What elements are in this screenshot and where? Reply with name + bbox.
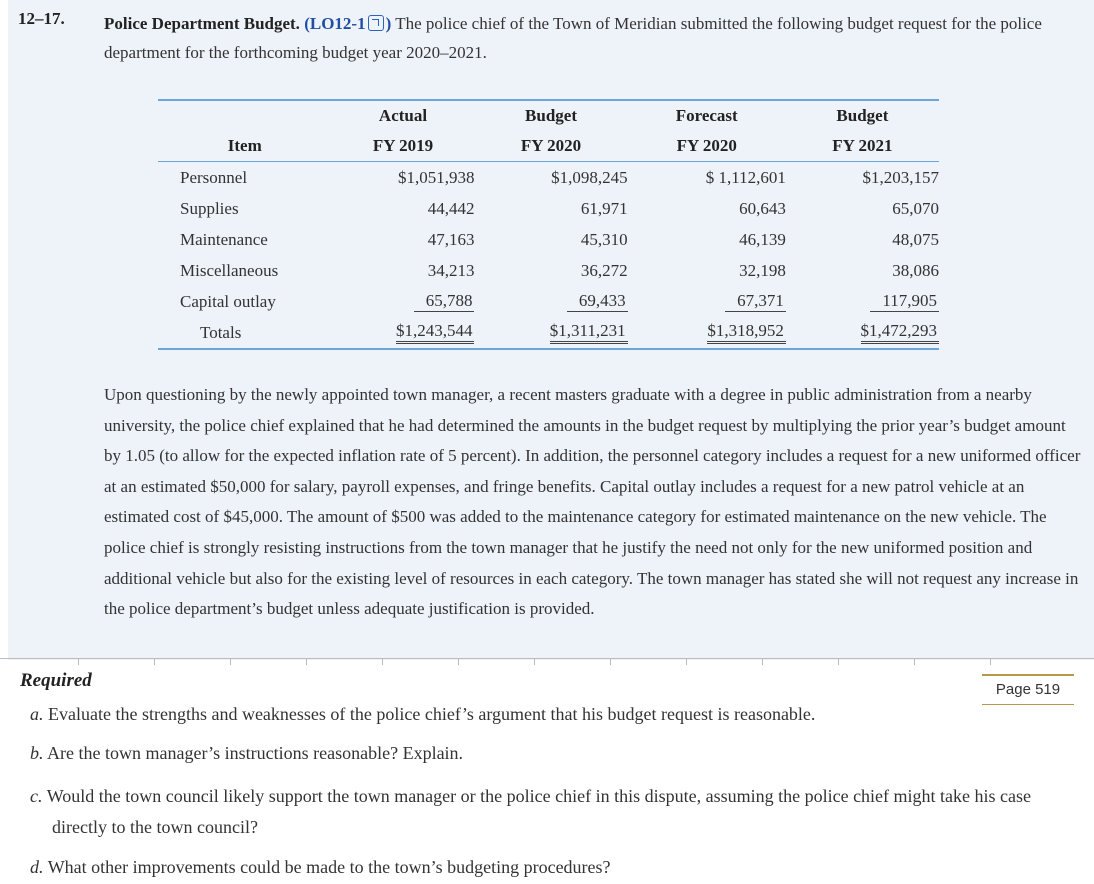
lo-close: ) (385, 14, 392, 33)
table-row (158, 224, 939, 255)
totals-row (158, 317, 939, 349)
requirement-c (30, 781, 1082, 843)
cell: 47,163 (427, 229, 475, 249)
header-top-forecast: Forecast (675, 106, 738, 125)
requirement-d (30, 852, 1080, 883)
requirement-b (30, 738, 1080, 769)
cell: 46,139 (739, 229, 786, 249)
row-item: Supplies (180, 198, 239, 218)
cell: 44,442 (427, 198, 475, 218)
header-top-actual: Actual (378, 106, 428, 125)
cell: 38,086 (892, 260, 939, 280)
header-top-item (158, 100, 332, 131)
requirement-letter: d. (30, 857, 44, 877)
row-item: Miscellaneous (180, 260, 279, 280)
cell: $ 1,112,601 (705, 167, 786, 187)
header-fy2019: FY 2019 (332, 131, 475, 162)
cell: $1,098,245 (551, 167, 628, 187)
cell: 48,075 (892, 229, 939, 249)
cell: 60,643 (739, 198, 786, 218)
header-fy2021: FY 2021 (786, 131, 939, 162)
requirement-text: Are the town manager’s instructions reasonable? Explain. (47, 743, 464, 763)
table-row (158, 255, 939, 286)
requirement-letter: b. (30, 743, 44, 763)
total-cell: $1,243,544 (396, 321, 475, 344)
cell: 69,433 (567, 291, 628, 312)
scenario-paragraph: Upon questioning by the newly appointed town manager, a recent masters graduate with a degree in public administration from a nearby university, the police chief explained that he had determined the amounts in the budget request by multiplying the prior year’s budget amount by 1.05 (to allow for the expected inflation rate of 5 percent). In addition, the personnel category includes a request for a new uniformed officer at an estimated $50,000 for salary, payroll expenses, and fringe benefits. Capital outlay includes a request for a new patrol vehicle at an estimated cost of $45,000. The amount of $500 was added to the maintenance category for estimated maintenance on the new vehicle. The police chief is strongly resisting instructions from the town manager that he justify the need not only for the new uniformed position and additional vehicle but also for the existing level of resources in each category. The town manager has stated she will not request any increase in the police department’s budget unless adequate justification is provided. (104, 385, 1081, 619)
cell: 45,310 (580, 229, 628, 249)
cell: $1,051,938 (397, 167, 475, 187)
requirement-a (30, 699, 980, 730)
total-cell: $1,472,293 (861, 321, 940, 344)
cell: 65,788 (414, 291, 475, 312)
totals-label: Totals (200, 322, 242, 342)
cell: $1,203,157 (862, 167, 939, 187)
lo-link[interactable]: LO12-1 (309, 14, 366, 33)
total-cell: $1,318,952 (707, 321, 786, 344)
requirement-letter: c. (30, 786, 43, 806)
row-item: Personnel (180, 167, 248, 187)
requirement-text: Would the town council likely support the town manager or the police chief in this dispute, assuming the police chief might take his case directly to the town council? (46, 786, 1032, 837)
row-item: Maintenance (180, 229, 268, 249)
cell: 65,070 (892, 198, 939, 218)
external-link-icon[interactable] (368, 15, 384, 31)
requirement-letter: a. (30, 704, 44, 724)
problem-intro-block (104, 9, 1084, 67)
header-item: Item (158, 131, 332, 162)
page-number-label: Page 519 (982, 674, 1074, 705)
cell: 67,371 (725, 291, 786, 312)
requirement-text: What other improvements could be made to the town’s budgeting procedures? (47, 857, 611, 877)
table-row (158, 162, 939, 194)
header-top-budget-2021: Budget (836, 106, 889, 125)
row-item: Capital outlay (180, 291, 276, 311)
problem-title: Police Department Budget. (104, 14, 300, 33)
problem-number: 12–17. (18, 9, 65, 28)
cell: 61,971 (580, 198, 628, 218)
cell: 32,198 (739, 260, 786, 280)
header-fy2020-forecast: FY 2020 (628, 131, 786, 162)
lo-open: ( (304, 14, 310, 33)
problem-intro: The police chief of the Town of Meridian submitted the following budget request for the police department for the forthcoming budget year 2020–2021. (104, 14, 1042, 62)
required-heading: Required (20, 670, 92, 691)
header-fy2020-budget: FY 2020 (474, 131, 627, 162)
cell: 34,213 (427, 260, 475, 280)
cell: 117,905 (870, 291, 939, 312)
requirement-text: Evaluate the strengths and weaknesses of the police chief’s argument that his budget request is reasonable. (48, 704, 816, 724)
budget-table (158, 99, 939, 350)
page-ruler (0, 658, 1094, 669)
table-row (158, 286, 939, 317)
total-cell: $1,311,231 (550, 321, 628, 344)
header-top-budget-2020: Budget (525, 106, 578, 125)
cell: 36,272 (580, 260, 628, 280)
table-row (158, 193, 939, 224)
